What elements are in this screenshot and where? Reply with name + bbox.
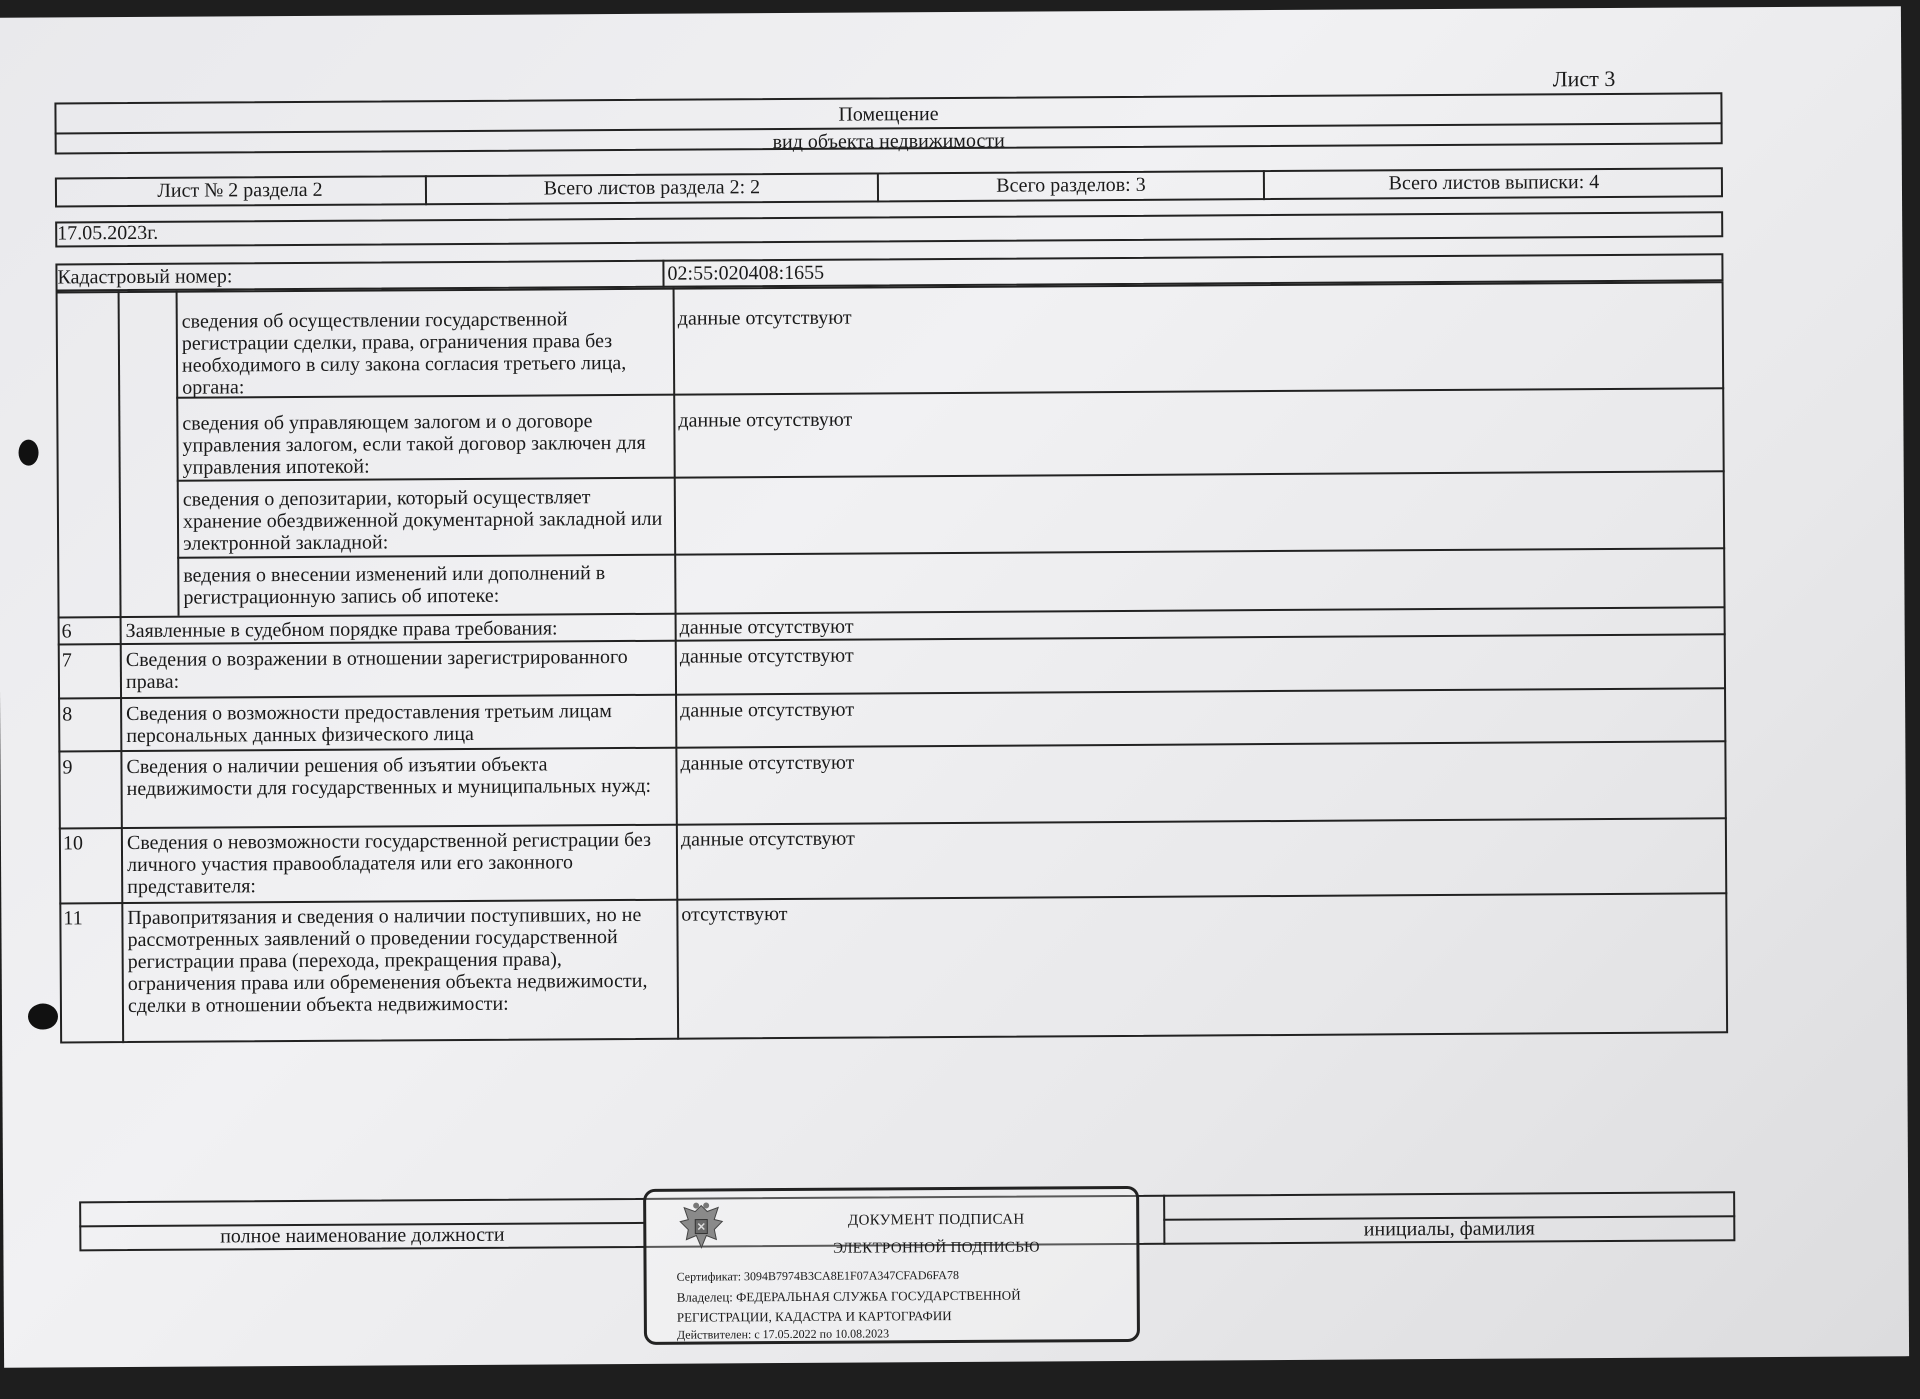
row-label: Сведения о невозможности государственной регистрации без личного участия правообладателя или его законного представителя:: [126, 828, 652, 899]
sub-row-value: данные отсутствуют: [677, 306, 852, 330]
sub-row-label: ведения о внесении изменений или дополнений в регистрационную запись об ипотеке:: [183, 562, 606, 609]
object-type-caption: вид объекта недвижимости: [772, 129, 1005, 154]
name-caption: инициалы, фамилия: [1363, 1217, 1535, 1241]
row-number: 10: [62, 832, 84, 855]
row-label: Заявленные в судебном порядке права требования:: [125, 617, 558, 643]
total-sheets-section: Всего листов раздела 2: 2: [543, 176, 761, 200]
binder-hole: [18, 440, 38, 466]
sub-row-value: данные отсутствуют: [678, 408, 853, 432]
row-label: Сведения о наличии решения об изъятии объекта недвижимости для государственных и муниципальных нужд:: [126, 753, 652, 801]
row-label: Правопритязания и сведения о наличии поступивших, но не рассмотренных заявлений о проведении государственной регистрации права (перехода, прекращения права), ограничения права или обременения объекта недвижимости, сделки в отношении объекта недвижимости:: [127, 903, 648, 1018]
row-value: данные отсутствуют: [679, 644, 854, 668]
row-number: 7: [61, 649, 72, 672]
row-number: 9: [62, 756, 73, 779]
total-sheets-extract: Всего листов выписки: 4: [1388, 171, 1600, 195]
row-value: данные отсутствуют: [680, 827, 855, 851]
row-label: Сведения о возможности предоставления третьим лицам персональных данных физического лица: [126, 700, 612, 748]
sub-row-label: сведения об осуществлении государственной регистрации сделки, права, ограничения права без необходимого в силу закона согласия третьего лица, органа:: [181, 308, 627, 399]
row-value: данные отсутствуют: [680, 751, 855, 775]
row-value: данные отсутствуют: [679, 615, 854, 639]
electronic-signature-stamp: [643, 1186, 1140, 1345]
sheet-label: Лист 3: [1552, 65, 1616, 92]
row-label: Сведения о возражении в отношении зарегистрированного права:: [125, 645, 628, 694]
eagle-emblem-icon: [676, 1199, 726, 1255]
stamp-line1: ДОКУМЕНТ ПОДПИСАН: [847, 1211, 1025, 1229]
total-sections: Всего разделов: 3: [996, 173, 1146, 197]
stamp-certificate: Сертификат: 3094B7974B3CA8E1F07A347CFAD6FA78: [676, 1267, 959, 1284]
stamp-validity: Действителен: с 17.05.2022 по 10.08.2023: [676, 1326, 890, 1342]
row-number: 11: [63, 907, 83, 930]
row-value: данные отсутствуют: [680, 698, 855, 722]
document-page: [0, 6, 1909, 1368]
cadastral-label: Кадастровый номер:: [57, 265, 233, 289]
date-row: [55, 211, 1723, 247]
extract-date: 17.05.2023г.: [57, 221, 159, 245]
stamp-owner-2: РЕГИСТРАЦИИ, КАДАСТРА И КАРТОГРАФИИ: [676, 1308, 952, 1325]
sub-row-label: сведения об управляющем залогом и о договоре управления залогом, если такой договор заключен для управления ипотекой:: [182, 410, 646, 479]
row-number: 6: [61, 620, 72, 643]
position-caption: полное наименование должности: [220, 1223, 505, 1248]
binder-hole: [28, 1003, 58, 1029]
stamp-line2: ЭЛЕКТРОННОЙ ПОДПИСЬЮ: [833, 1239, 1040, 1257]
cadastral-number: 02:55:020408:1655: [667, 261, 825, 285]
object-type: Помещение: [838, 103, 939, 126]
row-value: отсутствуют: [681, 903, 788, 926]
row-number: 8: [62, 703, 73, 726]
sub-row-label: сведения о депозитарии, который осуществляет хранение обездвиженной документарной закладной или электронной закладной:: [182, 486, 663, 555]
sheet-of-section: Лист № 2 раздела 2: [157, 178, 323, 202]
stamp-owner-1: Владелец: ФЕДЕРАЛЬНАЯ СЛУЖБА ГОСУДАРСТВЕННОЙ: [676, 1287, 1021, 1305]
